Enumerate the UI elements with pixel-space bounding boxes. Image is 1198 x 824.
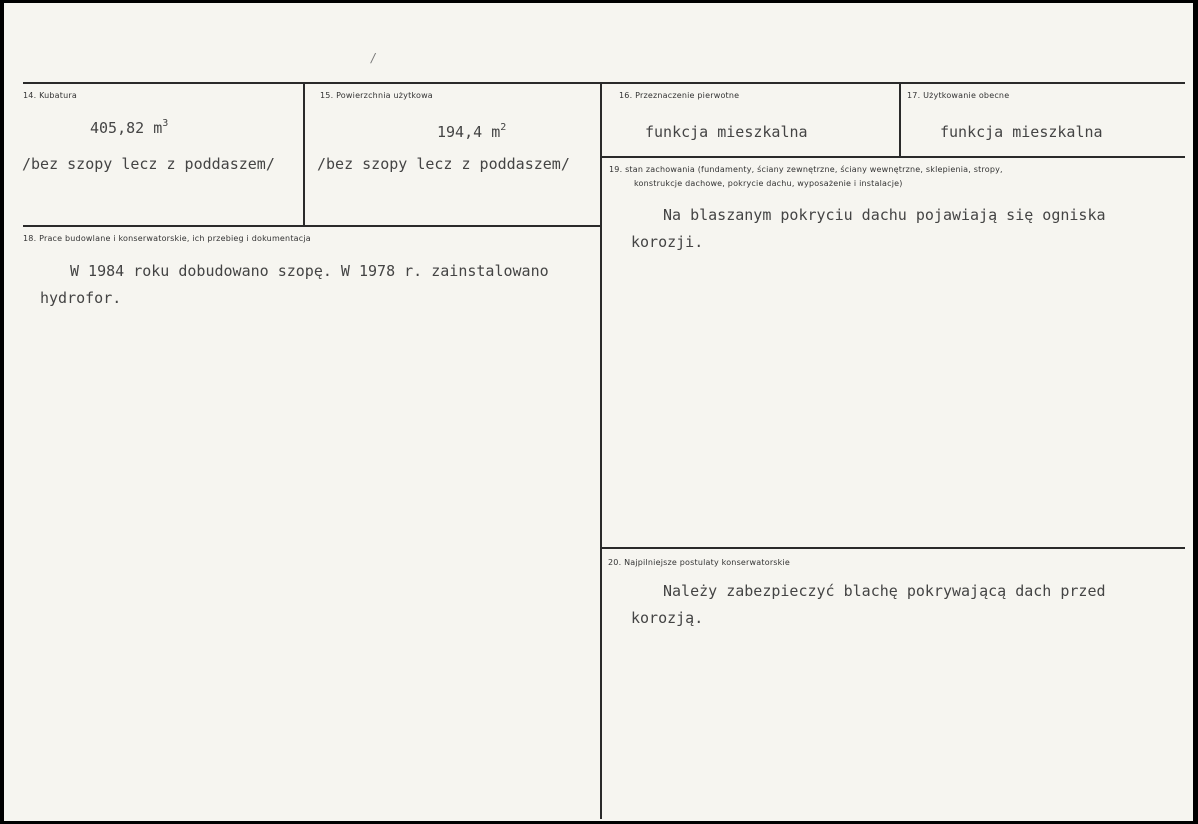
field-15-label: 15. Powierzchnia użytkowa (320, 91, 433, 100)
field-16-label: 16. Przeznaczenie pierwotne (619, 91, 740, 100)
field-18-text (40, 258, 549, 312)
field-17-value: funkcja mieszkalna (940, 123, 1103, 141)
field-14-value (90, 118, 168, 137)
record-card (4, 3, 1193, 821)
field-20-text (631, 578, 1106, 632)
field-19-text (631, 202, 1106, 256)
field-19-line-2: korozji. (631, 233, 704, 251)
stray-mark: / (371, 51, 376, 65)
field-19-label-line-2: konstrukcje dachowe, pokrycie dachu, wyposażenie i instalacje) (634, 179, 903, 188)
field-18-line-1: W 1984 roku dobudowano szopę. W 1978 r. zainstalowano (70, 262, 549, 280)
field-14-exponent: 3 (162, 118, 169, 129)
field-15-value (437, 122, 506, 141)
center-divider (600, 84, 602, 819)
field-14-number: 405,82 (90, 119, 145, 137)
field-17-label: 17. Użytkowanie obecne (907, 91, 1010, 100)
field-15-unit: m (491, 123, 501, 141)
field-14-unit: m (153, 119, 163, 137)
rule-16-17-bottom (602, 156, 1185, 158)
field-14-note: /bez szopy lecz z poddaszem/ (22, 155, 275, 173)
rule-14-15-bottom (23, 225, 601, 227)
field-15-note: /bez szopy lecz z poddaszem/ (317, 155, 570, 173)
divider-14-15 (303, 84, 305, 226)
field-19-label-line-1: 19. stan zachowania (fundamenty, ściany zewnętrzne, ściany wewnętrzne, sklepienia, stropy, (609, 165, 1003, 174)
field-19-line-1: Na blaszanym pokryciu dachu pojawiają się ogniska (663, 206, 1106, 224)
field-18-label: 18. Prace budowlane i konserwatorskie, ich przebieg i dokumentacja (23, 234, 311, 243)
field-18-line-2: hydrofor. (40, 289, 122, 307)
field-20-label: 20. Najpilniejsze postulaty konserwatorskie (608, 558, 791, 567)
field-14-label: 14. Kubatura (23, 91, 77, 100)
field-15-exponent: 2 (500, 122, 507, 133)
field-20-line-2: korozją. (631, 609, 704, 627)
field-20-line-1: Należy zabezpieczyć blachę pokrywającą dach przed (663, 582, 1106, 600)
rule-19-bottom (602, 547, 1185, 549)
field-15-number: 194,4 (437, 123, 483, 141)
field-16-value: funkcja mieszkalna (645, 123, 808, 141)
divider-16-17 (899, 84, 901, 158)
top-rule (23, 82, 1185, 84)
